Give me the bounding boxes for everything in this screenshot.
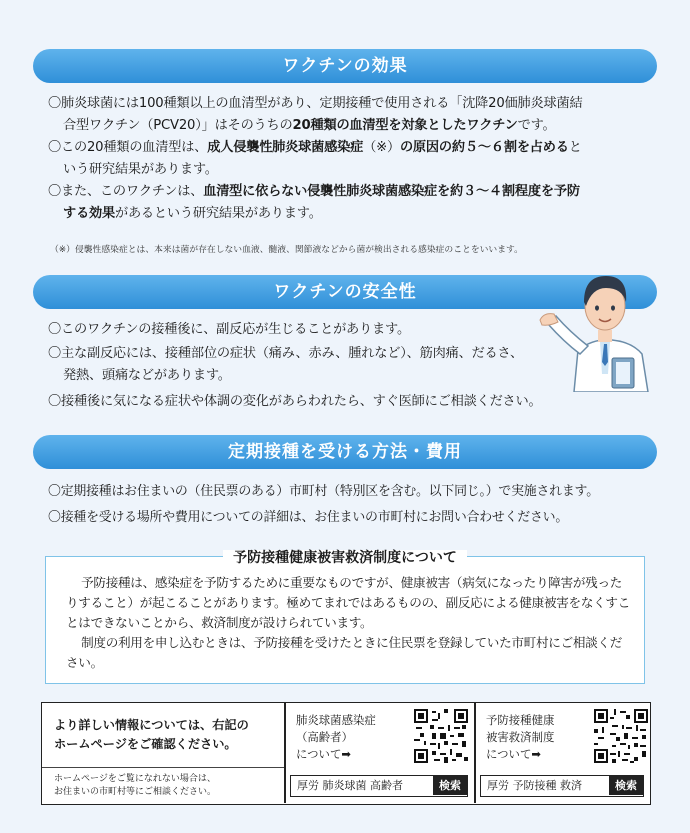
text: 〇この20種類の血清型は、: [48, 140, 208, 155]
text: （※）: [363, 140, 400, 155]
safety-paragraph: [48, 319, 542, 413]
emphasis: 成人侵襲性肺炎球菌感染症: [207, 140, 364, 155]
emphasis: 血清型に依らない侵襲性肺炎球菌感染症を約３～４割程度を予防: [203, 184, 580, 199]
alt-line: ホームページをご覧になれない場合は、: [54, 774, 216, 784]
more-info-line: ホームページをご確認ください。: [54, 737, 237, 751]
link-line: 被害救済制度: [486, 730, 555, 744]
info-footer: [41, 702, 651, 805]
emphasis: の原因の約５～６割を占める: [399, 140, 569, 155]
effect-line: [48, 181, 582, 203]
effect-line: [48, 115, 582, 137]
link-line: について➡: [486, 747, 541, 761]
link-line: 肺炎球菌感染症: [296, 713, 376, 727]
more-info-line: より詳しい情報については、右記の: [54, 718, 249, 732]
link-line: （高齢者）: [296, 730, 353, 744]
method-paragraph: [48, 481, 599, 529]
text: 合型ワクチン（PCV20）」はそのうちの: [63, 118, 293, 133]
effect-paragraph-1: [48, 93, 582, 225]
qr-code-icon[interactable]: [594, 709, 648, 763]
effect-line: [48, 203, 582, 225]
link-line: 予防接種健康: [486, 713, 555, 727]
link-label-pneumococcal[interactable]: [296, 712, 376, 763]
alt-line: お住まいの市町村等にご相談ください。: [54, 787, 217, 797]
search-button[interactable]: 検索: [433, 776, 467, 795]
search-box-relief[interactable]: [480, 775, 644, 797]
relief-body: [66, 573, 634, 673]
search-button[interactable]: 検索: [609, 776, 643, 795]
text: と: [568, 140, 582, 155]
footnote: （※）侵襲性感染症とは、本来は菌が存在しない血液、髄液、関節液などから菌が検出される感染症のことをいいます。: [50, 245, 523, 255]
safety-line: 〇接種後に気になる症状や体調の変化があらわれたら、すぐ医師にご相談ください。: [48, 394, 542, 409]
link-block-pneumococcal[interactable]: [286, 703, 472, 767]
method-line: 〇接種を受ける場所や費用についての詳細は、お住まいの市町村にお問い合わせください。: [48, 510, 569, 525]
section-banner-effect: ワクチンの効果: [33, 49, 657, 83]
qr-code-icon[interactable]: [414, 709, 468, 763]
relief-paragraph: 予防接種は、感染症を予防するために重要なものですが、健康被害（病気になったり障害が残ったりすること）が起こることがあります。極めてまれではあるものの、副反応による健康被害をなくすことはできないことから、救済制度が設けられています。: [66, 575, 631, 630]
text: です。: [517, 118, 556, 133]
link-label-relief[interactable]: [486, 712, 554, 763]
effect-line: 〇肺炎球菌には100種類以上の血清型があり、定期接種で使用される「沈降20価肺炎球菌結: [48, 96, 583, 111]
doctor-pointing-illustration: [534, 262, 664, 392]
section-banner-method: 定期接種を受ける方法・費用: [33, 435, 657, 469]
emphasis: する効果: [63, 206, 115, 221]
effect-line: いう研究結果があります。: [63, 162, 218, 177]
text: があるという研究結果があります。: [114, 206, 322, 221]
relief-system-box: [45, 550, 645, 684]
emphasis: 20種類の血清型を対象としたワクチン: [292, 118, 518, 133]
search-box-pneumococcal[interactable]: [290, 775, 468, 797]
safety-line: 〇主な副反応には、接種部位の症状（痛み、赤み、腫れなど）、筋肉痛、だるさ、: [48, 346, 523, 361]
relief-title-text: 予防接種健康被害救済制度について: [223, 550, 467, 566]
section-banner-safety: ワクチンの安全性: [33, 275, 657, 309]
effect-line: [48, 137, 582, 159]
safety-line: 〇このワクチンの接種後に、副反応が生じることがあります。: [48, 322, 410, 337]
text: 〇また、このワクチンは、: [48, 184, 204, 199]
safety-line: 発熱、頭痛などがあります。: [63, 368, 231, 383]
alternative-contact-text: [42, 767, 284, 804]
more-info-text: [42, 703, 284, 767]
relief-paragraph: 制度の利用を申し込むときは、予防接種を受けたときに住民票を登録していた市町村にご相談ください。: [66, 635, 623, 670]
relief-title: [46, 547, 644, 567]
method-line: 〇定期接種はお住まいの（住民票のある）市町村（特別区を含む。以下同じ。）で実施されます。: [48, 484, 599, 499]
search-term: 厚労 予防接種 救済: [487, 779, 582, 792]
search-term: 厚労 肺炎球菌 高齢者: [297, 779, 403, 792]
link-line: について➡: [296, 747, 351, 761]
link-block-relief[interactable]: [476, 703, 650, 767]
